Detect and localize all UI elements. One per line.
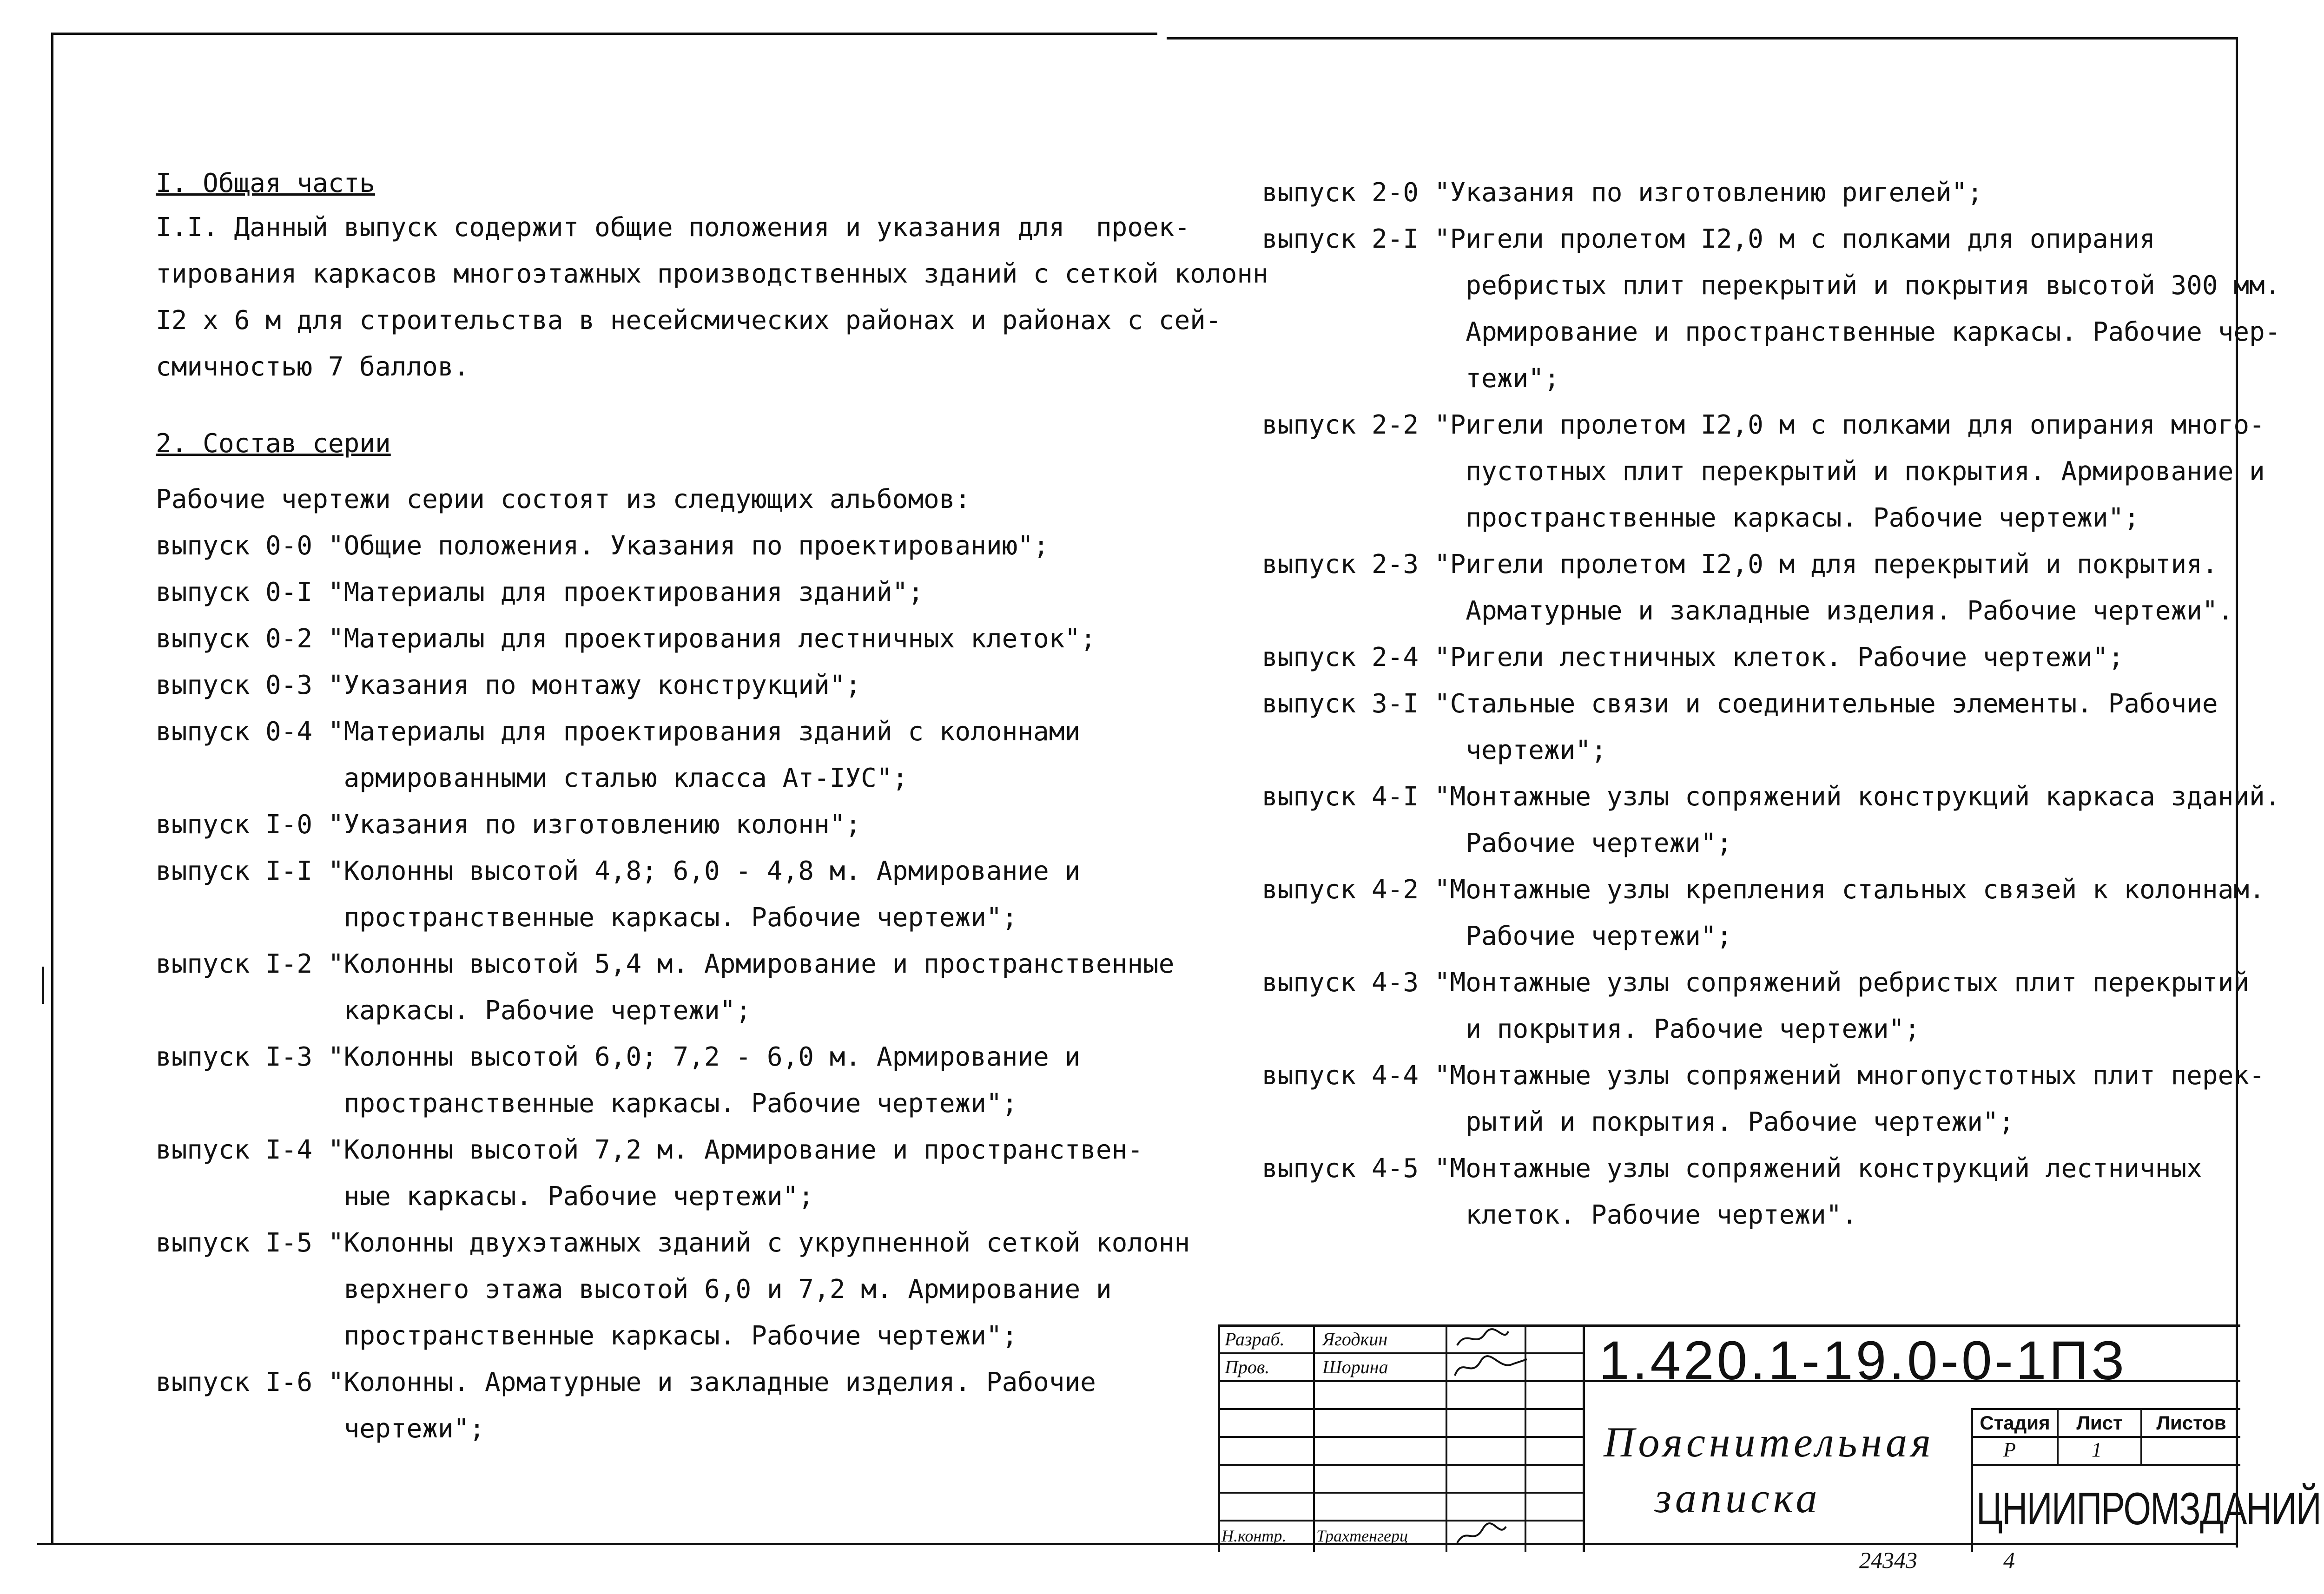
issue-line: выпуск 3-I "Стальные связи и соединительные элементы. Рабочие <box>1262 689 2218 719</box>
issue-line: выпуск 4-5 "Монтажные узлы сопряжений конструкций лестничных <box>1262 1153 2202 1184</box>
section-heading-general: I. Общая часть <box>156 168 376 198</box>
right-column <box>1262 170 2281 1308</box>
issue-line: ребристых плит перекрытий и покрытия высотой 300 мм. <box>1262 270 2281 301</box>
issue-line: чертежи"; <box>1262 735 1607 765</box>
issue-line: рытий и покрытия. Рабочие чертежи"; <box>1262 1107 2014 1137</box>
page-number: 4 <box>2003 1547 2015 1573</box>
column-sheet: Лист <box>2076 1412 2123 1434</box>
paragraph-line: смичностью 7 баллов. <box>156 352 469 382</box>
issue-line: выпуск 2-I "Ригели пролетом I2,0 м с полками для опирания <box>1262 224 2155 254</box>
signature-marks <box>1448 1324 1583 1552</box>
issue-line: и покрытия. Рабочие чертежи"; <box>1262 1014 1921 1044</box>
issue-line: выпуск I-4 "Колонны высотой 7,2 м. Армирование и пространствен- <box>156 1135 1143 1165</box>
stage-value: Р <box>2003 1438 2016 1461</box>
issue-line: пространственные каркасы. Рабочие чертежи"; <box>156 1321 1018 1351</box>
issue-line: пространственные каркасы. Рабочие чертежи"; <box>1262 503 2140 533</box>
paragraph-line: тирования каркасов многоэтажных производственных зданий с сеткой колонн <box>156 259 1268 289</box>
document-title-line2: записка <box>1655 1474 1821 1522</box>
paragraph-line: I2 x 6 м для строительства в несейсмических районах и районах с сей- <box>156 305 1221 336</box>
role-checker: Пров. <box>1225 1357 1270 1377</box>
issue-line: выпуск I-6 "Колонны. Арматурные и закладные изделия. Рабочие <box>156 1367 1096 1397</box>
name-checker: Шорина <box>1322 1357 1388 1377</box>
frame-top-right <box>1167 37 2236 40</box>
issue-line: выпуск 0-2 "Материалы для проектирования лестничных клеток"; <box>156 624 1096 654</box>
issue-line: пустотных плит перекрытий и покрытия. Армирование и <box>1262 456 2265 487</box>
issue-line: клеток. Рабочие чертежи". <box>1262 1200 1858 1230</box>
issue-line: выпуск 0-0 "Общие положения. Указания по проектированию"; <box>156 531 1049 561</box>
composition-intro: Рабочие чертежи серии состоят из следующих альбомов: <box>156 484 971 514</box>
title-block <box>1218 1324 2321 1552</box>
column-stage: Стадия <box>1980 1412 2050 1434</box>
issue-line: выпуск 2-2 "Ригели пролетом I2,0 м с полками для опирания много- <box>1262 410 2265 440</box>
document-number: 1.420.1-19.0-0-1ПЗ <box>1599 1330 2127 1391</box>
issue-line: выпуск 4-3 "Монтажные узлы сопряжений ребристых плит перекрытий <box>1262 968 2250 998</box>
issue-line: выпуск I-I "Колонны высотой 4,8; 6,0 - 4,8 м. Армирование и <box>156 856 1081 886</box>
issue-line: выпуск 2-3 "Ригели пролетом I2,0 м для перекрытий и покрытия. <box>1262 549 2218 580</box>
section-heading-composition: 2. Состав серии <box>156 428 391 459</box>
frame-top-left <box>51 33 1157 35</box>
issue-line: Арматурные и закладные изделия. Рабочие чертежи". <box>1262 596 2234 626</box>
issue-line: пространственные каркасы. Рабочие чертежи"; <box>156 1088 1018 1119</box>
frame-left <box>51 33 53 1543</box>
issue-line: выпуск 2-0 "Указания по изготовлению ригелей"; <box>1262 178 1983 208</box>
issue-line: чертежи"; <box>156 1414 485 1444</box>
issue-line: выпуск I-2 "Колонны высотой 5,4 м. Армирование и пространственные <box>156 949 1175 979</box>
issue-line: Рабочие чертежи"; <box>1262 828 1732 858</box>
issue-line: Армирование и пространственные каркасы. Рабочие чер- <box>1262 317 2281 347</box>
issue-line: выпуск 0-3 "Указания по монтажу конструкций"; <box>156 670 861 700</box>
issue-line: тежи"; <box>1262 363 1560 394</box>
issue-line: выпуск 4-I "Монтажные узлы сопряжений конструкций каркаса зданий. <box>1262 782 2281 812</box>
issue-line: выпуск I-3 "Колонны высотой 6,0; 7,2 - 6,0 м. Армирование и <box>156 1042 1081 1072</box>
issue-line: выпуск I-5 "Колонны двухэтажных зданий с укрупненной сеткой колонн <box>156 1228 1190 1258</box>
issue-line: выпуск 0-4 "Материалы для проектирования зданий с колоннами <box>156 717 1081 747</box>
inventory-number: 24343 <box>1859 1547 1917 1573</box>
role-developer: Разраб. <box>1225 1329 1285 1350</box>
frame-mark <box>42 967 44 1004</box>
issue-line: выпуск 0-I "Материалы для проектирования зданий"; <box>156 577 924 607</box>
name-developer: Ягодкин <box>1322 1329 1388 1350</box>
issue-line: пространственные каркасы. Рабочие чертежи"; <box>156 902 1018 933</box>
issue-line: Рабочие чертежи"; <box>1262 921 1732 951</box>
issue-line: армированными сталью класса Ат-IУС"; <box>156 763 908 793</box>
sheet-value: 1 <box>2092 1438 2102 1461</box>
document-title-line1: Пояснительная <box>1604 1418 1934 1466</box>
role-norm-control: Н.контр. <box>1221 1527 1287 1545</box>
name-norm-control: Трахтенгерц <box>1316 1527 1408 1545</box>
issue-line: каркасы. Рабочие чертежи"; <box>156 995 752 1026</box>
paragraph-line: I.I. Данный выпуск содержит общие положения и указания для проек- <box>156 212 1190 243</box>
issue-line: выпуск I-0 "Указания по изготовлению колонн"; <box>156 810 861 840</box>
column-sheets: Листов <box>2156 1412 2226 1434</box>
issue-line: выпуск 4-4 "Монтажные узлы сопряжений многопустотных плит перек- <box>1262 1060 2265 1091</box>
issue-line: ные каркасы. Рабочие чертежи"; <box>156 1181 814 1212</box>
issue-line: выпуск 4-2 "Монтажные узлы крепления стальных связей к колоннам. <box>1262 875 2265 905</box>
issue-line: верхнего этажа высотой 6,0 и 7,2 м. Армирование и <box>156 1274 1112 1304</box>
organization-name: ЦНИИПРОМЗДАНИЙ <box>1976 1483 2321 1534</box>
issue-line: выпуск 2-4 "Ригели лестничных клеток. Рабочие чертежи"; <box>1262 642 2124 672</box>
